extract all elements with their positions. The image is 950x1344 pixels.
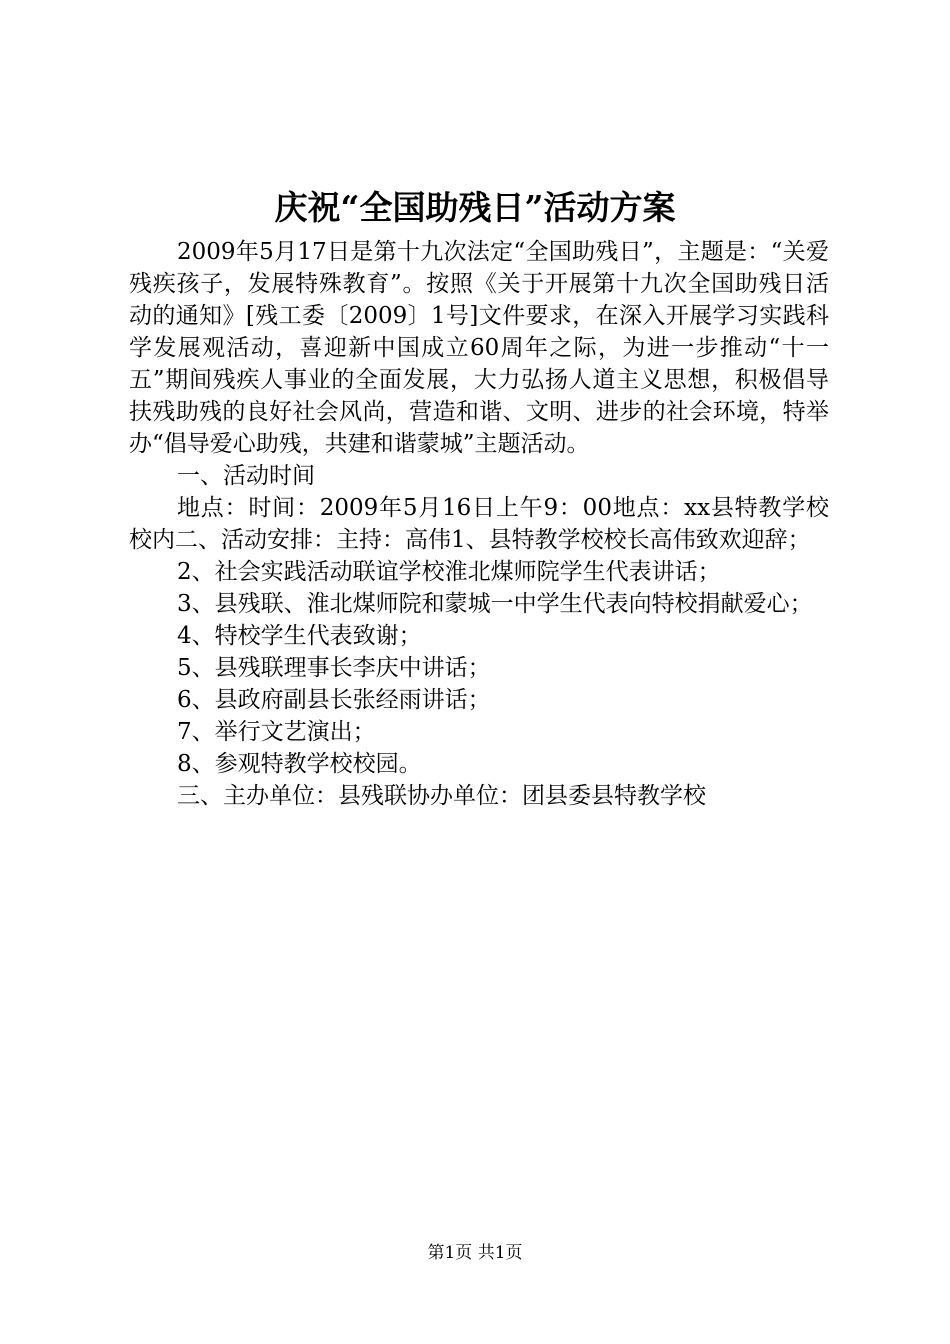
paragraph-time-location: 地点：时间：2009年5月16日上午9：00地点：xx县特教学校校内二、活动安排：主持：高伟1、县特教学校校长高伟致欢迎辞；	[129, 495, 829, 553]
list-item-3: 3、县残联、淮北煤师院和蒙城一中学生代表向特校捐献爱心；	[177, 591, 813, 617]
section-organizers: 三、主办单位：县残联协办单位：团县委县特教学校	[177, 783, 706, 809]
document-title: 庆祝“全国助残日”活动方案	[274, 188, 676, 227]
list-item-7: 7、举行文艺演出；	[177, 719, 376, 745]
list-item-5: 5、县残联理事长李庆中讲话；	[177, 655, 491, 681]
page-footer: 第1页 共1页	[427, 1243, 523, 1263]
list-item-6: 6、县政府副县长张经雨讲话；	[177, 687, 491, 713]
list-item-2: 2、社会实践活动联谊学校淮北煤师院学生代表讲话；	[177, 559, 721, 585]
section-heading-time: 一、活动时间	[177, 463, 315, 489]
list-item-8: 8、参观特教学校校园。	[177, 751, 422, 777]
paragraph-intro: 2009年5月17日是第十九次法定“全国助残日”，主题是：“关爱残疾孩子，发展特殊教育”。按照《关于开展第十九次全国助残日活动的通知》[残工委〔2009〕1号]文件要求，在深入开展学习实践科学发展观活动，喜迎新中国成立60周年之际，为进一步推动“十一五”期间残疾人事业的全面发展，大力弘扬人道主义思想，积极倡导扶残助残的良好社会风尚，营造和谐、文明、进步的社会环境，特举办“倡导爱心助残，共建和谐蒙城”主题活动。	[129, 239, 829, 457]
document-body	[129, 236, 829, 812]
list-item-4: 4、特校学生代表致谢；	[177, 623, 422, 649]
